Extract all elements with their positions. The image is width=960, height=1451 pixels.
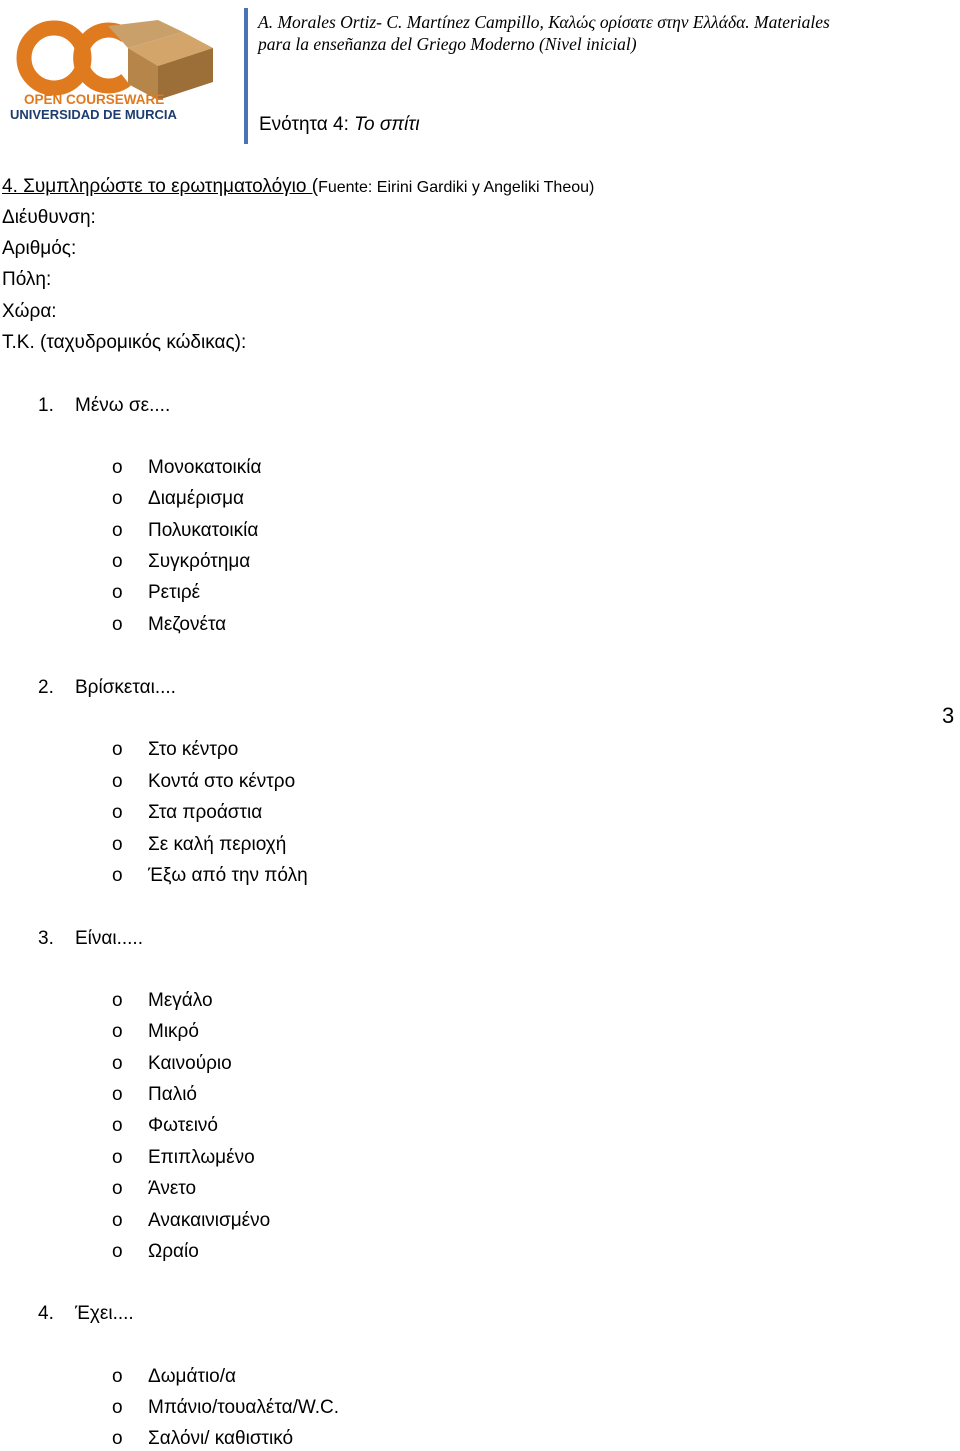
bullet-marker: o: [112, 1115, 123, 1136]
bullet-marker: o: [112, 771, 123, 792]
question-prompt: Μένω σε....: [75, 395, 171, 416]
question-number: 2.: [38, 677, 54, 698]
option-item: Στα προάστια: [148, 802, 263, 823]
bullet-marker: o: [112, 1210, 123, 1231]
bullet-marker: o: [112, 1178, 123, 1199]
bullet-marker: o: [112, 1147, 123, 1168]
field-address: Διέυθυνση:: [2, 207, 96, 228]
question-number: 3.: [38, 928, 54, 949]
logo-line1: OPEN COURSEWARE: [24, 92, 165, 107]
option-item: Πολυκατοικία: [148, 520, 259, 541]
bullet-marker: o: [112, 488, 123, 509]
bullet-marker: o: [112, 1241, 123, 1262]
option-item: Καινούριο: [148, 1053, 232, 1074]
field-country: Χώρα:: [2, 301, 57, 322]
unit-title: Το σπίτι: [354, 114, 420, 135]
field-city: Πόλη:: [2, 269, 52, 290]
bullet-marker: o: [112, 614, 123, 635]
unit-heading: [259, 114, 420, 136]
bullet-marker: o: [112, 834, 123, 855]
question-number: 1.: [38, 395, 54, 416]
bullet-marker: o: [112, 1366, 123, 1387]
option-item: Κοντά στο κέντρο: [148, 771, 296, 792]
citation-line-2: para la enseñanza del Griego Moderno (Nivel inicial): [258, 34, 637, 54]
option-item: Στο κέντρο: [148, 739, 239, 760]
bullet-marker: o: [112, 1428, 123, 1449]
option-item: Σαλόνι/ καθιστικό: [148, 1428, 294, 1449]
option-item: Παλιό: [148, 1084, 197, 1105]
question-prompt: Βρίσκεται....: [75, 677, 176, 698]
bullet-marker: o: [112, 1021, 123, 1042]
exercise-title: [2, 175, 594, 200]
option-item: Μονοκατοικία: [148, 457, 262, 478]
option-item: Δωμάτιο/α: [148, 1366, 237, 1387]
option-item: Μικρό: [148, 1021, 199, 1042]
bullet-marker: o: [112, 865, 123, 886]
option-item: Σε καλή περιοχή: [148, 834, 287, 855]
option-item: Μεγάλο: [148, 990, 213, 1011]
citation-line-1: A. Morales Ortiz- C. Martínez Campillo, Καλώς ορίσατε στην Ελλάδα. Materiales: [258, 12, 830, 32]
option-item: Μεζονέτα: [148, 614, 227, 635]
bullet-marker: o: [112, 739, 123, 760]
option-item: Μπάνιο/τουαλέτα/W.C.: [148, 1397, 340, 1418]
unit-prefix: Ενότητα 4:: [259, 114, 355, 135]
bullet-marker: o: [112, 802, 123, 823]
exercise-title-text: 4. Συμπληρώστε το ερωτηματολόγιο (: [2, 176, 319, 197]
exercise-source: Fuente: Eirini Gardiki y Angeliki Theou): [318, 179, 595, 196]
option-item: Άνετο: [148, 1178, 197, 1199]
bullet-marker: o: [112, 520, 123, 541]
field-postcode: Τ.Κ. (ταχυδρομικός κώδικας):: [2, 332, 247, 353]
question-number: 4.: [38, 1303, 54, 1324]
field-number: Αριθμός:: [2, 238, 77, 259]
question-prompt: Έχει....: [75, 1303, 134, 1324]
question-prompt: Είναι.....: [75, 928, 143, 949]
bullet-marker: o: [112, 990, 123, 1011]
option-item: Ωραίο: [148, 1241, 199, 1262]
option-item: Ρετιρέ: [148, 582, 201, 603]
bullet-marker: o: [112, 1397, 123, 1418]
header-divider: [244, 8, 248, 144]
bullet-marker: o: [112, 1053, 123, 1074]
bullet-marker: o: [112, 582, 123, 603]
option-item: Φωτεινό: [148, 1115, 218, 1136]
option-item: Ανακαινισμένο: [148, 1210, 271, 1231]
bullet-marker: o: [112, 457, 123, 478]
logo-line2: UNIVERSIDAD DE MURCIA: [10, 107, 177, 122]
ocw-logo: [8, 18, 223, 128]
bullet-marker: o: [112, 551, 123, 572]
option-item: Επιπλωμένο: [148, 1147, 255, 1168]
option-item: Διαμέρισμα: [148, 488, 245, 509]
option-item: Συγκρότημα: [148, 551, 251, 572]
bullet-marker: o: [112, 1084, 123, 1105]
page-number: 3: [942, 703, 955, 728]
option-item: Έξω από την πόλη: [148, 865, 308, 886]
